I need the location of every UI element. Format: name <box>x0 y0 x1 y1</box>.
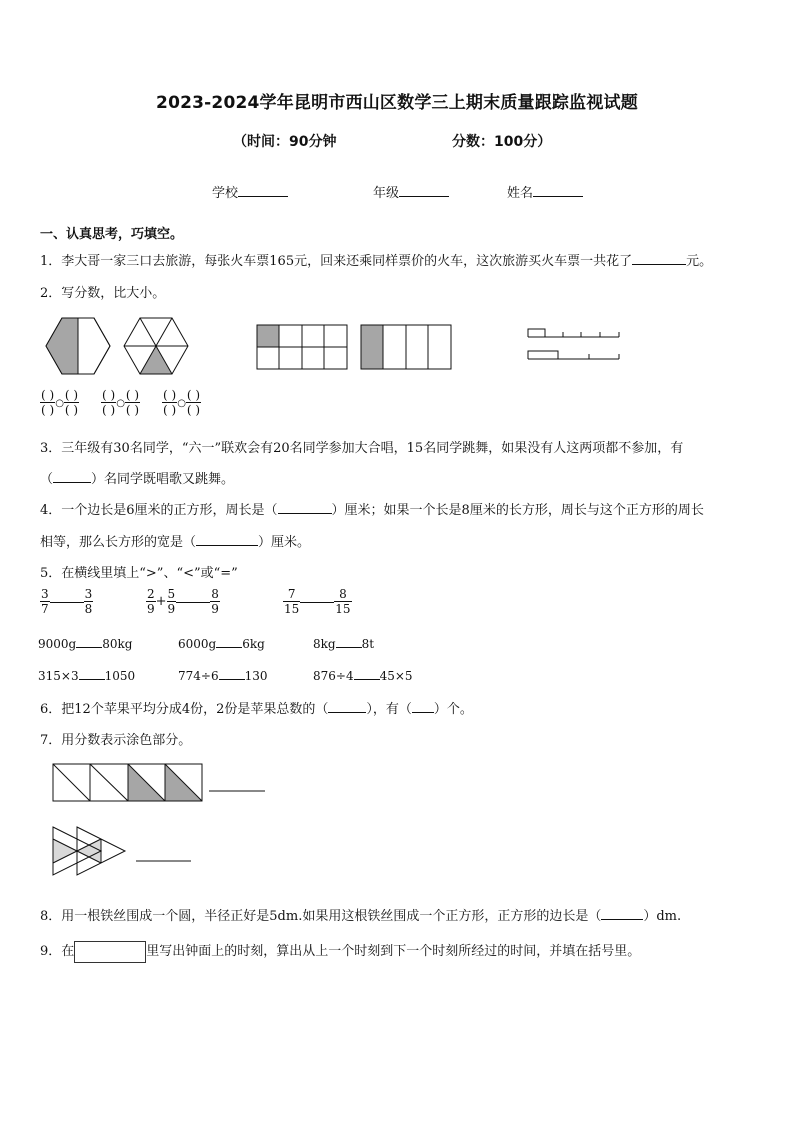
compare-fraction-1[interactable]: $\frac{3}{7}$ $\frac{3}{8}$ <box>41 587 93 616</box>
question-6: 6．把12个苹果平均分成4份，2份是苹果总数的（ ），有（ ）个。 <box>40 702 473 717</box>
fraction-compare-1[interactable]: $\frac{( )}{( )}$ ○ $\frac{( )}{( )}$ <box>41 388 79 417</box>
compare-calc-3[interactable]: 876÷4 45×5 <box>313 669 413 683</box>
answer-blank[interactable] <box>328 700 366 713</box>
grade-label: 年级 <box>373 186 400 201</box>
answer-blank[interactable] <box>632 252 686 265</box>
school-field[interactable] <box>212 182 288 201</box>
answer-blank[interactable] <box>53 470 91 483</box>
compare-fraction-2[interactable]: $\frac{2}{9}$ + $\frac{5}{9}$ $\frac{8}{9}$ <box>147 587 219 616</box>
answer-blank[interactable] <box>601 907 643 920</box>
name-field[interactable] <box>507 182 583 201</box>
compare-mass-3[interactable]: 8kg 8t <box>313 637 375 651</box>
question-5: 5．在横线里填上“>”、“<”或“=” <box>40 566 238 581</box>
question-4: 4．一个边长是6厘米的正方形，周长是（ ）厘米；如果一个长是8厘米的长方形，周长与这个正方形的周长 <box>40 503 704 518</box>
compare-calc-2[interactable]: 774÷6 130 <box>178 669 268 683</box>
triangle-strip-figure <box>53 764 265 802</box>
compare-mass-2[interactable]: 6000g 6kg <box>178 637 265 651</box>
exam-time: （时间：90分钟 <box>233 134 337 150</box>
triangle-arrow-figure <box>53 827 193 877</box>
question-3: 3．三年级有30名同学，“六一”联欢会有20名同学参加大合唱，15名同学跳舞，如果没有人这两项都不参加，有 <box>40 441 684 456</box>
answer-blank[interactable] <box>412 700 434 713</box>
grade-field[interactable] <box>373 182 449 201</box>
section-heading: 一、认真思考，巧填空。 <box>40 227 184 242</box>
time-answer-box[interactable] <box>74 941 146 963</box>
fraction-compare-2[interactable]: $\frac{( )}{( )}$ ○ $\frac{( )}{( )}$ <box>102 388 140 417</box>
question-1: 1．李大哥一家三口去旅游，每张火车票165元，回来还乘同样票价的火车，这次旅游买火车票一共花了 元。 <box>40 254 713 269</box>
segment-lines <box>528 326 620 366</box>
grid-rectangle-eighth-shaded <box>257 325 347 369</box>
compare-calc-1[interactable]: 315×3 1050 <box>38 669 136 683</box>
strip-rectangle-quarter-shaded <box>361 325 451 369</box>
answer-blank[interactable] <box>278 501 332 514</box>
exam-score: 分数：100分） <box>452 134 552 150</box>
question-7: 7．用分数表示涂色部分。 <box>40 733 192 748</box>
school-label: 学校 <box>212 186 239 201</box>
page-title: 2023-2024学年昆明市西山区数学三上期末质量跟踪监视试题 <box>156 93 638 113</box>
compare-mass-1[interactable]: 9000g 80kg <box>38 637 133 651</box>
answer-blank[interactable] <box>196 533 258 546</box>
hexagon-half-shaded <box>46 318 110 374</box>
question-8: 8．用一根铁丝围成一个圆，半径正好是5dm.如果用这根铁丝围成一个正方形，正方形的边长是（ ）dm. <box>40 909 682 924</box>
question-2: 2．写分数，比大小。 <box>40 286 166 301</box>
question-9: 9．在 里写出钟面上的时刻，算出从上一个时刻到下一个时刻所经过的时间，并填在括号里。 <box>40 940 640 963</box>
hexagon-sixth-shaded <box>124 318 188 374</box>
question-3-line2: （ ）名同学既唱歌又跳舞。 <box>40 472 235 487</box>
fraction-compare-3[interactable]: $\frac{( )}{( )}$ ○ $\frac{( )}{( )}$ <box>163 388 201 417</box>
name-label: 姓名 <box>507 186 534 201</box>
compare-fraction-3[interactable]: $\frac{7}{15}$ $\frac{8}{15}$ <box>284 587 351 616</box>
question-4-line2: 相等，那么长方形的宽是（ ）厘米。 <box>40 535 311 550</box>
